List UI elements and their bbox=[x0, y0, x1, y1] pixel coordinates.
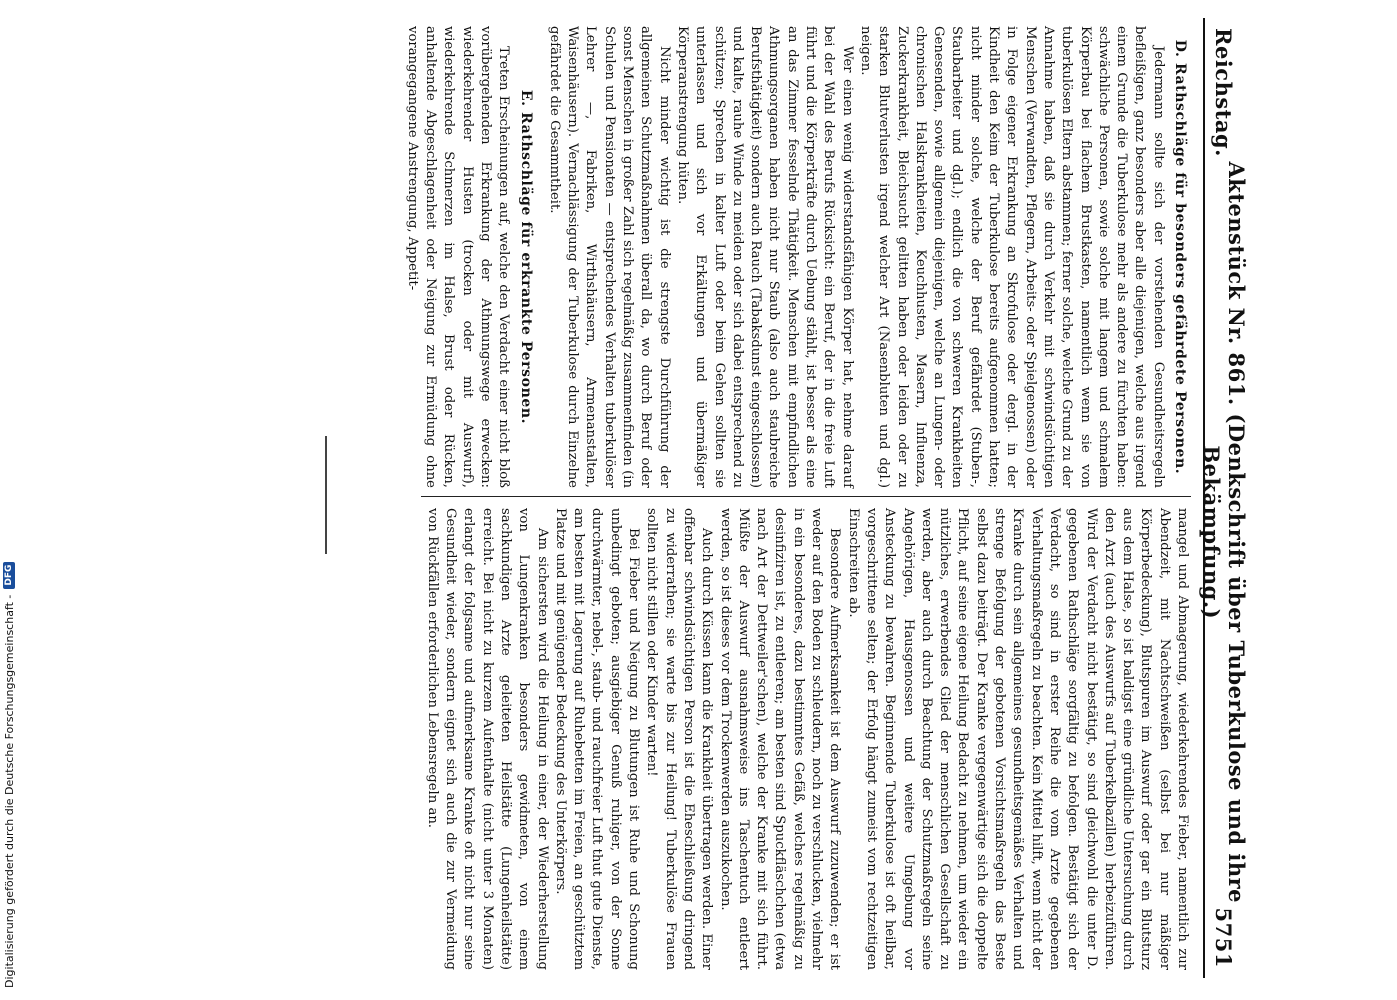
header-chamber: Reichstag. bbox=[1211, 28, 1237, 157]
section-e-paragraph-5: Am sichersten wird die Heilung in einer, der Wiederherstellung von Lungenkranken besonders gewidmeten, von einem sachkundigen Arzte geleiteten Heilstätte (Lungenheilstätte) erreicht. Bei nicht zu kurzem Aufenthalte (nicht unter 3 Monaten) erlangt der folgsame und aufmerksame Kranke oft nicht nur seine Gesundheit wieder, sondern eignet sich auch die zur Vermeidung von Rückfällen erforderlichen Lebensregeln an. bbox=[424, 508, 550, 970]
section-e-paragraph-3: Auch durch Küssen kann die Krankheit übertragen werden. Einer offenbar schwindsüchtigen Person ist die Eheschließung dringend zu widerrathen; sie warte bis zur Heilung! Tuberkulöse Frauen sollten nicht stillen oder Kinder warten! bbox=[644, 508, 715, 970]
right-column bbox=[421, 508, 1191, 970]
section-e-heading: E. Rathschläge für erkrankte Personen. bbox=[517, 89, 534, 425]
section-d-paragraph-3: Nicht minder wichtig ist die strengste Durchführung der allgemeinen Schutzmaßnahmen überall da, wo durch Beruf oder sonst Menschen in großer Zahl sich regelmäßig zusammenfinden (in Schulen und Pensionaten — entsprechendes Verhalten tuberkulöser Lehrer —, Fabriken, Wirthshäusern, Armenanstalten, Waisenhäusern). Vernachlässigung der Tuberkulose durch Einzelne gefährdet die Gesammtheit. bbox=[546, 26, 672, 488]
dfg-logo: DFG bbox=[3, 562, 15, 589]
margin-stroke bbox=[325, 436, 327, 554]
section-d-heading: D. Rathschläge für besonders gefährdete Personen. bbox=[1172, 39, 1188, 475]
section-d-paragraph-2: Wer einen wenig widerstandsfähigen Körper hat, nehme darauf bei der Wahl des Berufs Rücksicht: ein Beruf, der in die freie Luft führt und die Körperkräfte durch Uebung stählt, ist besser als eine an das Zimmer fesselnde Thätigkeit. Menschen mit empfindlichen Athmungsorganen haben nicht nur Staub (also auch staubreiche Berufsthätigkeit) sondern auch Rauch (Tabaksdunst eingeschlossen) und kalte, rauhe Winde zu meiden oder sich dabei entsprechend zu schützen; Sprechen in kalter Luft oder beim Gehen sollten sie unterlassen und sich vor Erkältungen und übermäßiger Körperanstrengung hüten. bbox=[674, 26, 855, 488]
column-divider bbox=[421, 496, 1191, 497]
section-e-paragraph: Treten Erscheinungen auf, welche den Verdacht einer nicht bloß vorübergehenden Erkrankung der Athmungswege erwecken: wiederkehrender Husten (trocken oder mit Auswurf), wiederkehrende Schmerzen im Halse, Brust oder Rücken, anhaltende Abgeschlagenheit oder Neigung zur Ermüdung ohne vorangegangene Anstrengung, Appetit- bbox=[404, 26, 512, 488]
section-e-paragraph-continued: mangel und Abmagerung, wiederkehrendes Fieber, namentlich zur Abendzeit, mit Nachtschweißen (selbst bei nur mäßiger Körperbedeckung), Blutspuren im Auswurf oder gar ein Blutsturz aus dem Halse, so ist baldigst eine gründliche Untersuchung durch den Arzt (auch des Auswurfs auf Tuberkelbazillen) herbeizuführen. Wird der Verdacht nicht bestätigt, so sind gleichwohl die unter D. gegebenen Rathschläge sorgfältig zu befolgen. Bestätigt sich der Verdacht, so sind in erster Reihe die vom Arzte gegebenen Verhaltungsmaßregeln zu beachten. Kein Mittel hilft, wenn nicht der Kranke durch sein allgemeines gesundheitsgemäßes Verhalten und strenge Befolgung der gebotenen Vorsichtsmaßregeln das Beste selbst dazu beiträgt. Der Kranke vergegenwärtige sich die doppelte Pflicht, auf seine eigene Heilung Bedacht zu nehmen, um wieder ein nützliches, erwerbendes Glied der menschlichen Gesellschaft zu werden, aber auch durch Beachtung der Schutzmaßregeln seine Angehörigen, Hausgenossen und weitere Umgebung vor Ansteckung zu bewahren. Beginnende Tuberkulose ist oft heilbar, vorgeschrittene selten; der Erfolg hängt zumeist vom rechtzeitigen Einschreiten ab. bbox=[845, 508, 1190, 970]
section-d-paragraph-1: Jedermann sollte sich der vorstehenden Gesundheitsregeln befleißigen, ganz besonders aber alle diejenigen, welche aus irgend einem Grunde die Tuberkulose mehr als andere zu fürchten haben: schwächliche Personen, sowie solche mit langem und schmalem Körperbau bei flachem Brustkasten, namentlich wenn sie von tuberkulösen Eltern abstammen; ferner solche, welche Grund zu der Annahme haben, daß sie durch Verkehr mit schwindsüchtigen Menschen (Verwandten, Pflegern, Arbeits- oder Spielgenossen) oder in Folge eigener Erkrankung an Skrofulose oder dergl. in der Kindheit den Keim der Tuberkulose bereits aufgenommen hatten; nicht minder solche, welche der Beruf gefährdet (Stuben-, Staubarbeiter und dgl.); endlich die von schweren Krankheiten Genesenden, sowie allgemein diejenigen, welche an Lungen- oder chronischen Halskrankheiten, Keuchhusten, Masern, Influenza, Zuckerkrankheit, Bleichsucht gelitten haben oder leiden oder zu starken Blutverlusten irgend welcher Art (Nasenbluten und dgl.) neigen. bbox=[857, 26, 1166, 488]
credit-text: Digitalisierung gefördert durch die Deutsche Forschungsgemeinschaft - bbox=[2, 594, 16, 988]
page-header bbox=[1199, 18, 1249, 978]
section-e-paragraph-2: Besondere Aufmerksamkeit ist dem Auswurf zuzuwenden; er ist weder auf den Boden zu schleudern, noch zu verschlucken, vielmehr in ein besonderes, dazu bestimmtes Gefäß, welches regelmäßig zu desinfiziren ist, zu entleeren; am besten sind Spuckfläschchen (etwa nach Art der Dettweiler'schen), welche der Kranke mit sich führt. Müßte der Auswurf ausnahmsweise ins Taschentuch entleert werden, so ist dieses vor dem Trockenwerden auszukochen. bbox=[717, 508, 843, 970]
document-page bbox=[404, 18, 1249, 978]
digitization-credit bbox=[0, 0, 18, 1000]
left-column bbox=[404, 26, 1191, 488]
section-e-paragraph-4: Bei Fieber und Neigung zu Blutungen ist Ruhe und Schonung unbedingt geboten; ausgiebiger Genuß ruhiger, von der Sonne durchwärmter, nebel-, staub- und rauchfreier Luft thut gute Dienste, am besten mit Lagerung auf Ruhebetten im Freien, an geschütztem Platze und mit genügender Bedeckung des Unterkörpers. bbox=[552, 508, 642, 970]
page-number: 5751 bbox=[1211, 907, 1237, 968]
header-title: Aktenstück Nr. 861. (Denkschrift über Tuberkulose und ihre Bekämpfung.) bbox=[1199, 161, 1249, 904]
